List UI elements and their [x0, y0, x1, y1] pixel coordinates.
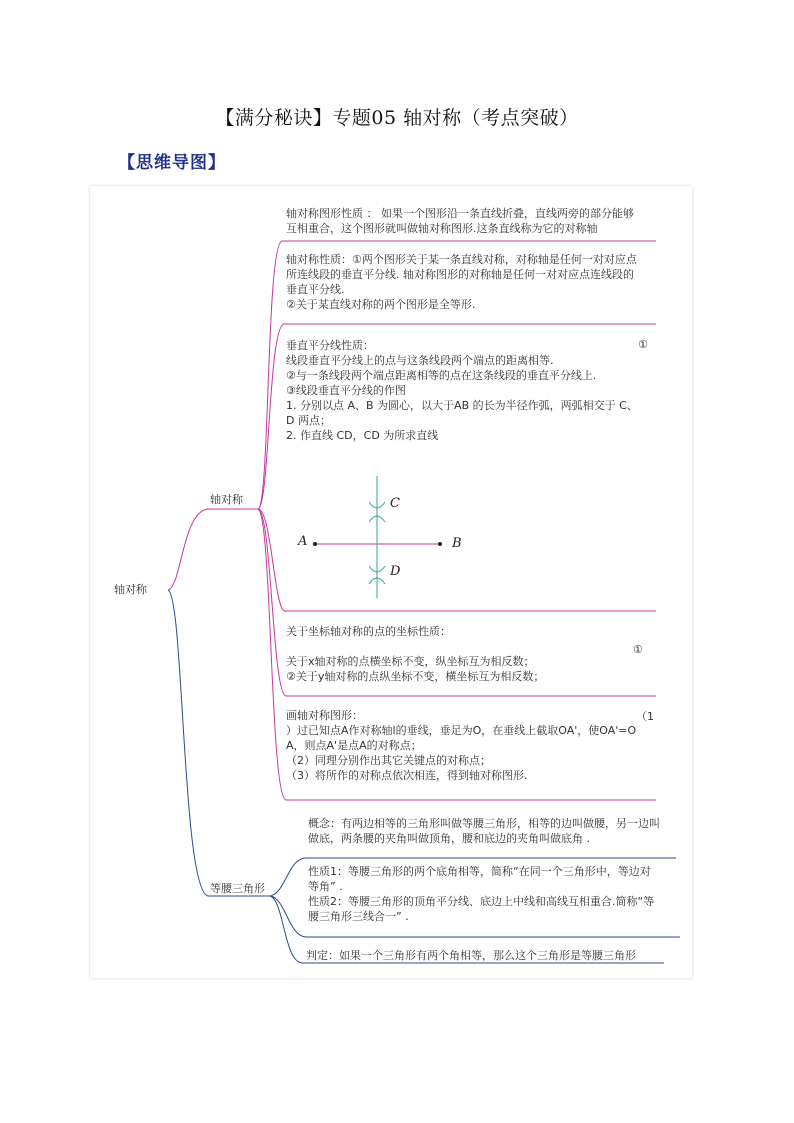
text-line: 轴对称图形性质 ： 如果一个图形沿一条直线折叠，直线两旁的部分能够 [286, 207, 634, 220]
connector-b1-node3 [258, 509, 656, 611]
point-b [438, 542, 442, 546]
text-line: 等角” . [308, 880, 343, 893]
connector-root-branch2 [168, 590, 270, 896]
circled-number-marker: ① [633, 643, 643, 656]
connector-root-branch1 [168, 509, 258, 590]
text-line: 轴对称性质：①两个图形关于某一条直线对称，对称轴是任何一对对应点 [286, 253, 637, 266]
node-axial-figure-property [286, 206, 658, 236]
text-line: 关于坐标轴对称的点的坐标性质： [286, 625, 451, 638]
label-point-d: D [390, 564, 401, 579]
text-line: 垂直平分线性质： [286, 339, 374, 352]
text-line: 画轴对称图形： [286, 709, 363, 722]
text-line: 2. 作直线 CD，CD 为所求直线 [286, 429, 439, 442]
bisector-figure [313, 476, 442, 598]
text-line: 所连线段的垂直平分线. 轴对称图形的对称轴是任何一对对应点连线段的 [286, 268, 634, 281]
branch-node-isosceles-triangle: 等腰三角形 [210, 882, 265, 895]
branch-node-axial-symmetry: 轴对称 [210, 493, 243, 506]
point-a [313, 542, 317, 546]
text-line [286, 639, 658, 654]
text-line: 垂直平分线. [286, 283, 345, 296]
node-draw-axial-figure [286, 708, 658, 783]
page-title: 【满分秘诀】专题05 轴对称（考点突破） [215, 107, 579, 129]
text-line: ）过已知点A作对称轴l的垂线，垂足为O，在垂线上截取OA'，使OA'=O [286, 724, 637, 737]
node-isosceles-properties [308, 864, 680, 924]
text-line: A，则点A'是点A的对称点； [286, 739, 422, 752]
text-line: 互相重合，这个图形就叫做轴对称图形.这条直线称为它的对称轴 [286, 222, 598, 235]
text-line: 性质1：等腰三角形的两个底角相等，简称“在同一个三角形中，等边对 [308, 865, 651, 878]
text-line: ②关于y轴对称的点纵坐标不变，横坐标互为相反数； [286, 670, 545, 683]
text-line: 性质2：等腰三角形的顶角平分线、底边上中线和高线互相重合.简称“等 [308, 895, 655, 908]
text-line: （2）同理分别作出其它关键点的对称点； [286, 754, 491, 767]
node-isosceles-criterion [306, 948, 678, 963]
label-point-b: B [452, 536, 462, 551]
mind-map [90, 186, 692, 978]
text-line: 做底，两条腰的夹角叫做顶角，腰和底边的夹角叫做底角 . [308, 832, 590, 845]
text-line: 关于x轴对称的点横坐标不变，纵坐标互为相反数； [286, 655, 535, 668]
number-marker: （1 [636, 710, 654, 723]
node-bisector-property [286, 338, 658, 443]
root-node: 轴对称 [114, 583, 147, 596]
text-line: D 两点； [286, 414, 331, 427]
node-axial-property [286, 252, 658, 312]
text-line: 腰三角形三线合一” . [308, 910, 409, 923]
text-line: （3）将所作的对称点依次相连，得到轴对称图形. [286, 769, 528, 782]
text-line: ②与一条线段两个端点距离相等的点在这条线段的垂直平分线上. [286, 369, 597, 382]
text-line: ②关于某直线对称的两个图形是全等形. [286, 298, 476, 311]
node-coordinate-property [286, 624, 658, 684]
text-line: 线段垂直平分线上的点与这条线段两个端点的距离相等. [286, 354, 554, 367]
circled-number-marker: ① [638, 338, 648, 351]
node-isosceles-concept [308, 816, 680, 846]
text-line: 1. 分别以点 A、B 为圆心，以大于AB 的长为半径作弧，两弧相交于 C、 [286, 399, 638, 412]
text-line: ③线段垂直平分线的作图 [286, 384, 406, 397]
section-heading: 【思维导图】 [118, 153, 226, 173]
label-point-c: C [390, 496, 400, 511]
text-line: 判定：如果一个三角形有两个角相等，那么这个三角形是等腰三角形 [306, 949, 636, 962]
text-line: 概念：有两边相等的三角形叫做等腰三角形，相等的边叫做腰，另一边叫 [308, 817, 660, 830]
label-point-a: A [298, 534, 308, 549]
